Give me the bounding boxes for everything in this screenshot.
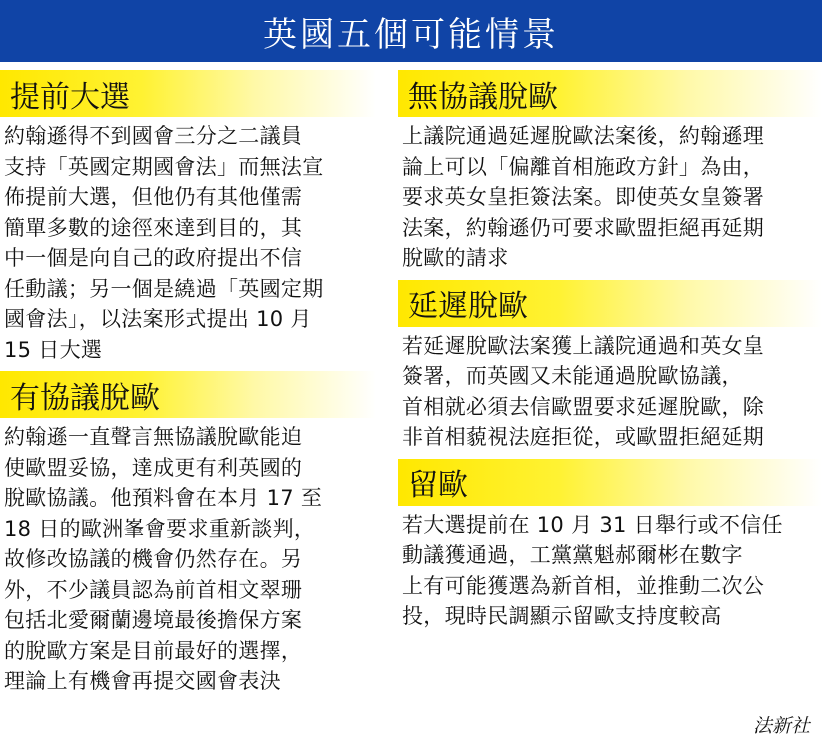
section-early-election bbox=[0, 70, 376, 371]
section-heading: 有協議脫歐 bbox=[0, 371, 376, 418]
section-heading: 延遲脫歐 bbox=[398, 280, 822, 327]
section-body: 約翰遜一直聲言無協議脫歐能迫 使歐盟妥協，達成更有利英國的 脫歐協議。他預料會在本月 17 至 18 日的歐洲峯會要求重新談判， 故修改協議的機會仍然存在。另 外，不少議員認為前首相文翠珊 包括北愛爾蘭邊境最後擔保方案 的脫歐方案是目前最好的選擇， 理論上有機會再提交國會表決 bbox=[4, 425, 323, 693]
section-delay-brexit bbox=[398, 280, 822, 459]
section-no-deal-brexit bbox=[398, 70, 822, 280]
section-body: 若大選提前在 10 月 31 日舉行或不信任 動議獲通過，工黨黨魁郝爾彬在數字 上有可能獲選為新首相，並推動二次公 投，現時民調顯示留歐支持度較高 bbox=[402, 512, 783, 628]
section-heading: 無協議脫歐 bbox=[398, 70, 822, 117]
right-column bbox=[398, 70, 822, 638]
section-remain bbox=[398, 459, 822, 638]
section-body: 上議院通過延遲脫歐法案後，約翰遜理 論上可以「偏離首相施政方針」為由， 要求英女皇拒簽法案。即使英女皇簽署 法案，約翰遜仍可要求歐盟拒絕再延期 脫歐的請求 bbox=[402, 124, 765, 270]
section-body: 約翰遜得不到國會三分之二議員 支持「英國定期國會法」而無法宣 佈提前大選，但他仍有其他僅需 簡單多數的途徑來達到目的，其 中一個是向自己的政府提出不信 任動議；另一個是繞過「英國定期 國會法」，以法案形式提出 10 月 15 日大選 bbox=[4, 124, 324, 362]
section-deal-brexit bbox=[0, 371, 376, 703]
page-title: 英國五個可能情景 bbox=[0, 0, 822, 62]
section-heading: 留歐 bbox=[398, 459, 822, 506]
left-column bbox=[0, 70, 376, 703]
section-heading: 提前大選 bbox=[0, 70, 376, 117]
source-credit: 法新社 bbox=[752, 715, 810, 737]
section-body: 若延遲脫歐法案獲上議院通過和英女皇 簽署，而英國又未能通過脫歐協議， 首相就必須去信歐盟要求延遲脫歐，除 非首相藐視法庭拒從，或歐盟拒絕延期 bbox=[402, 333, 765, 449]
